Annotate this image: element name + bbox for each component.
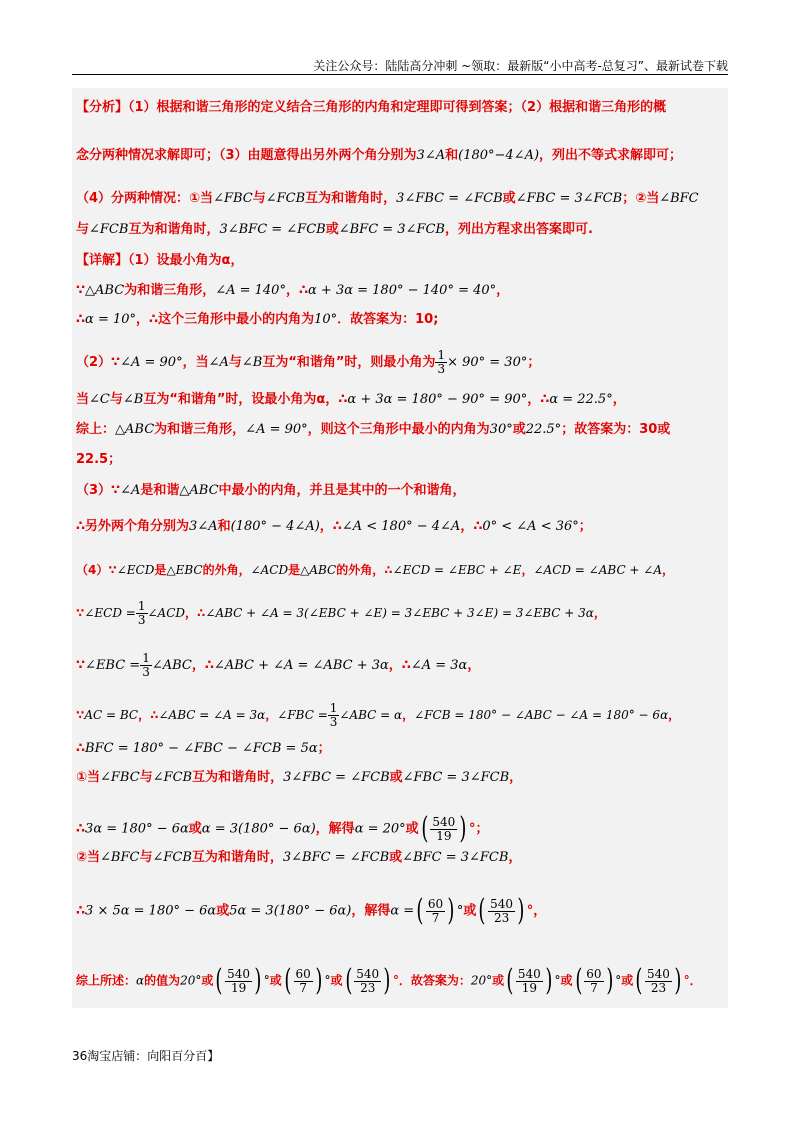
detail-line-13 bbox=[76, 519, 592, 535]
detail-line-5 bbox=[76, 253, 243, 269]
text-l4a: 与 bbox=[76, 222, 90, 237]
detail-line-14 bbox=[76, 562, 674, 578]
text-l23o: °． bbox=[683, 973, 702, 988]
text-l11: 22.5； bbox=[76, 452, 122, 467]
text-l10a: 综上： bbox=[76, 422, 116, 437]
text-l7m1: α = 10° bbox=[85, 312, 137, 327]
fraction bbox=[516, 968, 543, 995]
text-l18m1: BFC = 180° − ∠FBC − ∠FCB = 5α bbox=[85, 741, 318, 756]
detail-line-18 bbox=[76, 741, 331, 757]
text-l21m1: ∠BFC bbox=[100, 850, 140, 865]
text-l22e: 或 bbox=[463, 903, 477, 919]
text-l23c: 或 bbox=[201, 973, 214, 988]
parenthesis: ) bbox=[674, 963, 682, 998]
text-l14e: 的外角，∴ bbox=[336, 563, 393, 577]
text-l6m1: △ABC bbox=[85, 283, 125, 298]
text-l16fd: 3 bbox=[142, 665, 150, 679]
page-header bbox=[72, 58, 728, 75]
text-l2m1: 3∠A bbox=[416, 148, 446, 163]
detail-line-15 bbox=[76, 600, 606, 627]
detail-line-6 bbox=[76, 283, 509, 299]
text-l21b: 与 bbox=[139, 850, 153, 865]
text-l21d: 或 bbox=[389, 850, 403, 865]
text-l10m3: 30° bbox=[489, 422, 513, 437]
header-text: 关注公众号：陆陆高分冲刺 ~领取：最新版“小中高考-总复习”、最新试卷下载 bbox=[313, 59, 728, 73]
text-l14d: 是 bbox=[288, 563, 301, 577]
text-l23h: °．故答案为： bbox=[392, 973, 471, 988]
text-l4m2: 3∠BFC = ∠FCB bbox=[219, 222, 326, 237]
text-l8c: 与 bbox=[228, 355, 242, 370]
text-l20fn: 540 bbox=[432, 814, 456, 829]
parenthesis: ( bbox=[635, 963, 643, 998]
text-l15m2: ∠ACD bbox=[147, 606, 186, 620]
text-l20b: 或 bbox=[188, 821, 202, 837]
text-l21m4: ∠BFC = 3∠FCB bbox=[402, 850, 509, 865]
text-l22a: ∴ bbox=[76, 903, 86, 919]
text-l19a: ①当 bbox=[76, 770, 101, 785]
text-l14f: ， bbox=[521, 563, 534, 577]
text-l2c: ，列出不等式求解即可； bbox=[539, 148, 683, 163]
text-l6a: ∵ bbox=[76, 283, 86, 298]
fraction-one-third bbox=[435, 349, 447, 376]
text-l7m2: 10° bbox=[314, 312, 338, 327]
parenthesis: ) bbox=[605, 963, 613, 998]
fraction bbox=[426, 898, 445, 925]
text-l7a: ∴ bbox=[76, 312, 86, 327]
text-l6c: ，∴ bbox=[285, 283, 309, 298]
text-l16m3: ∠ABC + ∠A = ∠ABC + 3α bbox=[213, 658, 389, 673]
text-l4m1: ∠FCB bbox=[89, 222, 129, 237]
text-l8d: 互为“和谐角”时，则最小角为 bbox=[262, 355, 436, 370]
text-l16m4: ∠A = 3α bbox=[410, 658, 468, 673]
text-l22m2: 5α = 3(180° − 6α) bbox=[229, 903, 352, 919]
text-l2m2: (180°−4∠A) bbox=[458, 148, 540, 163]
text-l23k: 或 bbox=[560, 973, 573, 988]
text-l23fd4: 19 bbox=[521, 980, 537, 995]
text-l8fn: 1 bbox=[437, 348, 446, 362]
detail-line-20 bbox=[76, 811, 489, 846]
text-l14b: 是 bbox=[154, 563, 167, 577]
text-l9m1: ∠C bbox=[89, 392, 110, 407]
text-l23fd1: 19 bbox=[230, 980, 247, 995]
text-l8a: （2）∵ bbox=[76, 355, 121, 370]
text-l20a: ∴ bbox=[76, 821, 86, 837]
text-l20c: ，解得 bbox=[315, 821, 355, 837]
summary-line bbox=[76, 963, 702, 998]
text-l7c: ．故答案为：10; bbox=[337, 312, 439, 327]
text-l15fd: 3 bbox=[137, 613, 146, 627]
text-l19d: 或 bbox=[389, 770, 403, 785]
text-l13m3: ∠A < 180° − 4∠A bbox=[341, 519, 461, 534]
analysis-line-2 bbox=[76, 148, 682, 164]
text-l14m5: ∠ECD = ∠EBC + ∠E bbox=[392, 563, 522, 577]
parenthesis: ) bbox=[254, 963, 262, 998]
text-l16fn: 1 bbox=[142, 651, 150, 665]
text-l20m2: α = 3(180° − 6α) bbox=[201, 821, 316, 837]
text-l23fd5: 7 bbox=[590, 980, 598, 995]
analysis-line-1 bbox=[76, 100, 666, 116]
text-l23d: ° bbox=[263, 973, 270, 988]
text-l17c: ， bbox=[265, 708, 278, 722]
fraction bbox=[136, 600, 148, 627]
text-l23fd6: 23 bbox=[650, 980, 667, 995]
detail-line-8 bbox=[76, 349, 540, 376]
text-l12m1: ∠A bbox=[120, 483, 141, 498]
detail-line-9 bbox=[76, 392, 626, 408]
text-l23fd3: 23 bbox=[360, 980, 376, 995]
detail-line-11 bbox=[76, 452, 121, 468]
text-l4m3: ∠BFC = 3∠FCB bbox=[338, 222, 445, 237]
detail-line-7 bbox=[76, 312, 438, 328]
text-l22fn1: 60 bbox=[427, 896, 444, 911]
text-l19m4: ∠FBC = 3∠FCB bbox=[402, 770, 510, 785]
text-l23fn5: 60 bbox=[586, 966, 602, 981]
text-l9m3: α + 3α = 180° − 90° = 90° bbox=[347, 392, 528, 407]
text-l13m4: 0° < ∠A < 36° bbox=[482, 519, 579, 534]
text-l13a: ∴另外两个角分别为 bbox=[76, 519, 190, 534]
parenthesis: ( bbox=[344, 963, 352, 998]
text-l3a: （4）分两种情况：①当 bbox=[76, 191, 214, 206]
text-l3m4: ∠FBC = 3∠FCB bbox=[515, 191, 623, 206]
text-l15fn: 1 bbox=[137, 599, 146, 613]
text-l14m2: △EBC bbox=[166, 563, 203, 577]
text-l14m3: ∠ACD bbox=[250, 563, 289, 577]
detail-line-10 bbox=[76, 422, 670, 438]
text-l3m2: ∠FCB bbox=[265, 191, 306, 206]
text-l23a: 综上所述： bbox=[76, 973, 137, 988]
text-l17m1: AC = BC bbox=[84, 708, 139, 722]
text-l4c: 或 bbox=[325, 222, 339, 237]
text-l14a: （4）∵ bbox=[76, 563, 117, 577]
text-l20m1: 3α = 180° − 6α bbox=[85, 821, 189, 837]
text-l3b: 与 bbox=[252, 191, 266, 206]
text-l9a: 当 bbox=[76, 392, 90, 407]
text-l9b: 与 bbox=[109, 392, 123, 407]
parenthesis: ) bbox=[447, 893, 455, 928]
text-l10b: 为和谐三角形， bbox=[154, 422, 246, 437]
text-l15b: ，∴ bbox=[185, 606, 206, 620]
text-l8fd: 3 bbox=[437, 362, 446, 376]
text-l10d: 或 bbox=[512, 422, 526, 437]
text-l19m2: ∠FCB bbox=[152, 770, 193, 785]
fraction bbox=[488, 898, 515, 925]
text-l9c: 互为“和谐角”时，设最小角为α，∴ bbox=[143, 392, 348, 407]
text-l17m5: ∠FCB = 180° − ∠ABC − ∠A = 180° − 6α bbox=[414, 708, 669, 722]
text-l19m3: 3∠FBC = ∠FCB bbox=[283, 770, 390, 785]
text-l22c: ，解得 bbox=[351, 903, 391, 919]
text-l23l: ° bbox=[615, 973, 622, 988]
parenthesis: ( bbox=[574, 963, 582, 998]
text-l3m1: ∠FBC bbox=[213, 191, 253, 206]
text-l3c: 互为和谐角时， bbox=[305, 191, 397, 206]
text-l8e: ； bbox=[527, 355, 541, 370]
text-l17m3: ∠FBC = bbox=[277, 708, 328, 722]
text-l15a: ∵ bbox=[76, 606, 85, 620]
text-l21a: ②当 bbox=[76, 850, 101, 865]
text-l23fd2: 7 bbox=[299, 980, 307, 995]
text-l20e: °； bbox=[469, 821, 489, 837]
text-l8b: ，当 bbox=[182, 355, 209, 370]
text-l12b: 是和谐 bbox=[140, 483, 180, 498]
text-l8m3: ∠B bbox=[241, 355, 263, 370]
text-l16d: ， bbox=[467, 658, 481, 673]
text-l22fd1: 7 bbox=[431, 910, 440, 925]
text-l14m1: ∠ECD bbox=[116, 563, 155, 577]
text-l19e: ， bbox=[509, 770, 523, 785]
footer-text: 36淘宝店铺：向阳百分百】 bbox=[72, 1049, 220, 1063]
text-l10c: ，则这个三角形中最小的内角为 bbox=[307, 422, 490, 437]
text-l13m1: 3∠A bbox=[189, 519, 218, 534]
text-l16b: ，∴ bbox=[191, 658, 214, 673]
text-l17m4: ∠ABC = α bbox=[339, 708, 403, 722]
text-l17a: ∵ bbox=[76, 708, 85, 722]
text-l15m1: ∠ECD = bbox=[84, 606, 136, 620]
text-l2b: 和 bbox=[445, 148, 459, 163]
text-l10e: ；故答案为：30或 bbox=[561, 422, 671, 437]
text-l13b: 和 bbox=[217, 519, 231, 534]
text-l9m4: α = 22.5° bbox=[549, 392, 613, 407]
text-l23m3: 20° bbox=[470, 973, 493, 988]
text-l22d: ° bbox=[456, 903, 464, 919]
detail-line-16 bbox=[76, 652, 480, 679]
text-l6m3: α + 3α = 180° − 140° = 40° bbox=[308, 283, 497, 298]
text-l3m3: 3∠FBC = ∠FCB bbox=[396, 191, 503, 206]
text-l15c: ， bbox=[593, 606, 606, 620]
text-l8m1: ∠A = 90° bbox=[120, 355, 183, 370]
fraction bbox=[354, 968, 381, 995]
parenthesis: ) bbox=[383, 963, 391, 998]
text-l6m2: ∠A = 140° bbox=[215, 283, 286, 298]
text-l3m5: ∠BFC bbox=[659, 191, 699, 206]
parenthesis: ( bbox=[215, 963, 223, 998]
fraction bbox=[140, 652, 152, 679]
text-l19m1: ∠FBC bbox=[100, 770, 140, 785]
parenthesis: ) bbox=[545, 963, 553, 998]
text-l17d: ， bbox=[402, 708, 415, 722]
text-l18a: ∴ bbox=[76, 741, 86, 756]
text-l13c: ，∴ bbox=[319, 519, 342, 534]
text-l20d: 或 bbox=[405, 821, 419, 837]
text-l10m4: 22.5° bbox=[525, 422, 562, 437]
text-l23m2: 20° bbox=[180, 973, 202, 988]
text-l17fd: 3 bbox=[329, 715, 338, 729]
text-l2a: 念分两种情况求解即可；（3）由题意得出另外两个角分别为 bbox=[76, 148, 417, 163]
text-l4d: ，列出方程求出答案即可. bbox=[445, 222, 593, 237]
fraction bbox=[328, 702, 340, 729]
text-l10m1: △ABC bbox=[115, 422, 155, 437]
text-l8m4: × 90° = 30° bbox=[447, 355, 528, 370]
fraction bbox=[645, 968, 672, 995]
text-l21c: 互为和谐角时， bbox=[191, 850, 283, 865]
text-l20m3: α = 20° bbox=[354, 821, 406, 837]
text-l14g: ， bbox=[662, 563, 675, 577]
text-l23n: 或 bbox=[621, 973, 634, 988]
text-l12a: （3）∵ bbox=[76, 483, 121, 498]
parenthesis: ) bbox=[315, 963, 323, 998]
text-l22f: °， bbox=[526, 903, 547, 919]
detail-line-12 bbox=[76, 483, 466, 499]
text-l17b: ，∴ bbox=[138, 708, 159, 722]
text-l16m2: ∠ABC bbox=[151, 658, 192, 673]
text-l17e: ， bbox=[668, 708, 681, 722]
text-l23fn1: 540 bbox=[227, 966, 251, 981]
text-l3e: ；②当 bbox=[622, 191, 660, 206]
text-l15m3: ∠ABC + ∠A = 3(∠EBC + ∠E) = 3∠EBC + 3∠E) = 3∠EBC + 3α bbox=[205, 606, 594, 620]
text-l21m2: ∠FCB bbox=[152, 850, 192, 865]
parenthesis: ( bbox=[284, 963, 292, 998]
text-l23b: 的值为 bbox=[144, 973, 181, 988]
text-l23g: 或 bbox=[330, 973, 343, 988]
text-l23m1: α bbox=[136, 973, 145, 988]
detail-line-19 bbox=[76, 770, 522, 786]
parenthesis: ( bbox=[416, 893, 424, 928]
fraction bbox=[584, 968, 603, 995]
text-l23fn6: 540 bbox=[647, 966, 670, 981]
analysis-line-3 bbox=[76, 191, 699, 207]
text-l4b: 互为和谐角时， bbox=[128, 222, 220, 237]
text-l12m2: △ABC bbox=[179, 483, 219, 498]
text-l10m2: ∠A = 90° bbox=[245, 422, 308, 437]
text-l9d: ，∴ bbox=[527, 392, 550, 407]
parenthesis: ( bbox=[478, 893, 486, 928]
analysis-line-4 bbox=[76, 222, 593, 238]
text-l23j: ° bbox=[554, 973, 561, 988]
text-l19c: 互为和谐角时， bbox=[192, 770, 284, 785]
text-l23e: 或 bbox=[269, 973, 282, 988]
text-l13d: ，∴ bbox=[460, 519, 483, 534]
text-l21e: ， bbox=[508, 850, 522, 865]
text-l6b: 为和谐三角形， bbox=[124, 283, 216, 298]
text-l22fd2: 23 bbox=[493, 910, 510, 925]
parenthesis: ) bbox=[459, 811, 467, 846]
parenthesis: ( bbox=[506, 963, 514, 998]
text-l16m1: ∠EBC = bbox=[85, 658, 141, 673]
text-l9e: ， bbox=[612, 392, 626, 407]
text-l13e: ； bbox=[578, 519, 592, 534]
text-l22m1: 3 × 5α = 180° − 6α bbox=[85, 903, 217, 919]
text-l23i: 或 bbox=[492, 973, 505, 988]
text-l23fn2: 60 bbox=[295, 966, 311, 981]
text-l23f: ° bbox=[324, 973, 331, 988]
page-footer bbox=[72, 1047, 219, 1064]
parenthesis: ) bbox=[517, 893, 525, 928]
text-l9m2: ∠B bbox=[122, 392, 144, 407]
text-l14m4: △ABC bbox=[300, 563, 337, 577]
text-l1: 【分析】（1）根据和谐三角形的定义结合三角形的内角和定理即可得到答案；（2）根据和谐三角形的概 bbox=[76, 100, 667, 115]
text-l14m6: ∠ACD = ∠ABC + ∠A bbox=[533, 563, 663, 577]
text-l14c: 的外角， bbox=[202, 563, 251, 577]
text-l23fn4: 540 bbox=[517, 966, 541, 981]
fraction bbox=[225, 968, 252, 995]
text-l16a: ∵ bbox=[76, 658, 86, 673]
text-l5: 【详解】（1）设最小角为α， bbox=[76, 253, 244, 268]
text-l17fn: 1 bbox=[329, 701, 338, 715]
text-l19b: 与 bbox=[139, 770, 153, 785]
text-l12c: 中最小的内角，并且是其中的一个和谐角， bbox=[218, 483, 466, 498]
parenthesis: ( bbox=[421, 811, 429, 846]
text-l21m3: 3∠BFC = ∠FCB bbox=[282, 850, 390, 865]
text-l22fn2: 540 bbox=[490, 896, 514, 911]
detail-line-17 bbox=[76, 702, 680, 729]
text-l17m2: ∠ABC = ∠A = 3α bbox=[158, 708, 266, 722]
text-l16c: ，∴ bbox=[388, 658, 411, 673]
text-l7b: ，∴这个三角形中最小的内角为 bbox=[136, 312, 315, 327]
text-l23fn3: 540 bbox=[356, 966, 380, 981]
text-l22b: 或 bbox=[216, 903, 230, 919]
text-l22m3: α = bbox=[390, 903, 415, 919]
text-l3d: 或 bbox=[502, 191, 516, 206]
text-l20fd: 19 bbox=[436, 828, 452, 843]
detail-line-21 bbox=[76, 850, 521, 866]
text-l8m2: ∠A bbox=[208, 355, 229, 370]
text-l13m2: (180° − 4∠A) bbox=[230, 519, 320, 534]
fraction bbox=[294, 968, 313, 995]
fraction bbox=[430, 816, 457, 843]
text-l18b: ； bbox=[317, 741, 331, 756]
text-l6d: ， bbox=[496, 283, 510, 298]
detail-line-22 bbox=[76, 893, 547, 928]
